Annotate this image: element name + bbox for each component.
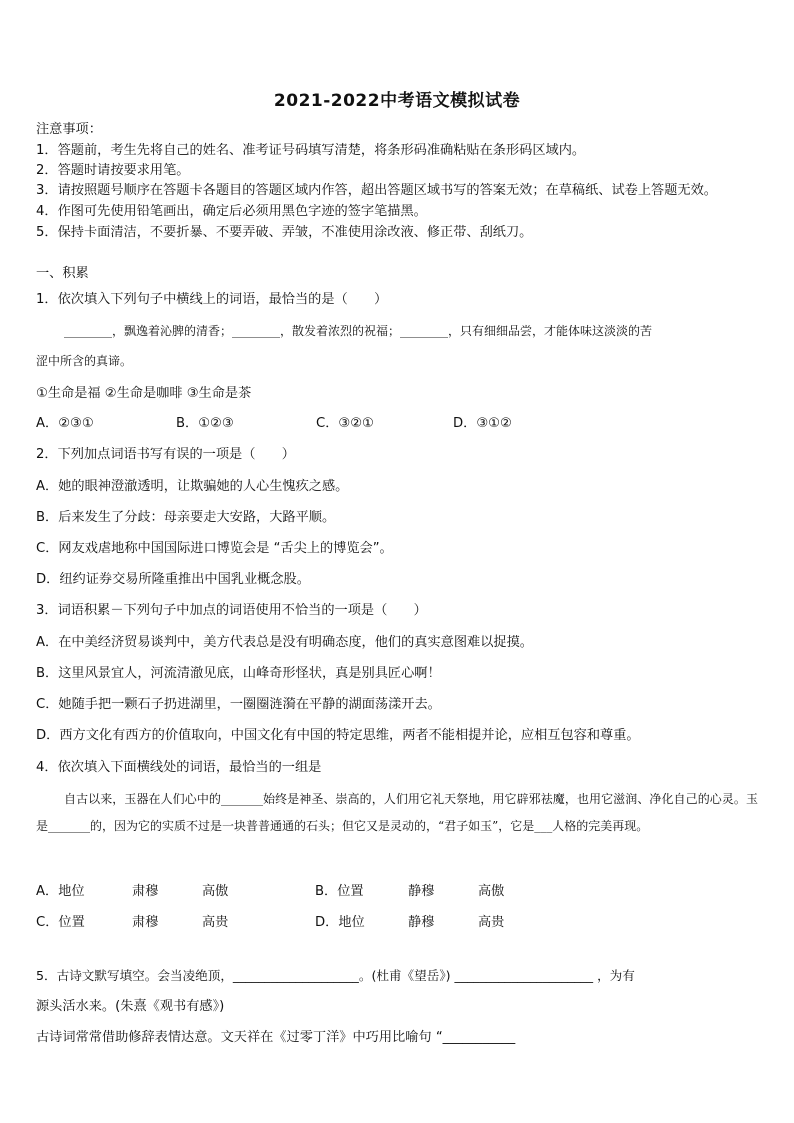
- q3-option-a: A．在中美经济贸易谈判中，美方代表总是没有明确态度，他们的真实意图难以捉摸。: [36, 635, 533, 650]
- q1-choices: ①生命是福 ②生命是咖啡 ③生命是茶: [36, 386, 252, 401]
- q4-option-a-word-1: A．地位: [36, 884, 85, 899]
- q2-option-c: C．网友戏虐地称中国国际进口博览会是 “舌尖上的博览会”。: [36, 541, 393, 556]
- q4-option-d-word-3: 高贵: [478, 915, 505, 930]
- q1-option-d: D．③①②: [453, 416, 512, 431]
- section-heading: 一、积累: [36, 266, 89, 281]
- q1-passage-line-2: 涩中所含的真谛。: [36, 354, 133, 368]
- q3-option-d: D．西方文化有西方的价值取向，中国文化有中国的特定思维，两者不能相提并论，应相互包容和尊重。: [36, 728, 640, 743]
- q4-option-d-word-2: 静穆: [408, 915, 435, 930]
- q4-option-b-word-3: 高傲: [478, 884, 505, 899]
- q2-option-d: D．纽约证券交易所隆重推出中国乳业概念股。: [36, 572, 310, 587]
- q3-option-b: B．这里风景宜人，河流清澈见底，山峰奇形怪状，真是别具匠心啊！: [36, 666, 441, 681]
- q1-passage-line-1: ________，飘逸着沁脾的清香；________，散发着浓烈的祝福；________，只有细细品尝，才能体味这淡淡的苦: [64, 324, 653, 338]
- q4-option-c-word-2: 肃穆: [132, 915, 159, 930]
- q2-option-b: B．后来发生了分歧：母亲要走大安路，大路平顺。: [36, 510, 336, 525]
- q4-stem: 4．依次填入下面横线处的词语，最恰当的一组是: [36, 760, 322, 775]
- q4-option-c-word-1: C．位置: [36, 915, 85, 930]
- notice-item-1: 1．答题前，考生先将自己的姓名、准考证号码填写清楚，将条形码准确粘贴在条形码区域内。: [36, 143, 586, 158]
- exam-title: 2021-2022中考语文模拟试卷: [273, 91, 521, 111]
- q1-stem: 1．依次填入下列句子中横线上的词语，最恰当的是（ ）: [36, 292, 388, 307]
- q2-stem: 2．下列加点词语书写有误的一项是（ ）: [36, 447, 295, 462]
- q4-option-a-word-2: 肃穆: [132, 884, 159, 899]
- q4-option-b-word-1: B．位置: [315, 884, 364, 899]
- q2-option-a: A．她的眼神澄澈透明，让欺骗她的人心生愧疚之感。: [36, 479, 349, 494]
- q1-option-b: B．①②③: [176, 416, 234, 431]
- q1-option-c: C．③②①: [316, 416, 374, 431]
- notice-item-3: 3．请按照题号顺序在答题卡各题目的答题区域内作答，超出答题区域书写的答案无效；在草稿纸、试卷上答题无效。: [36, 183, 717, 198]
- q4-option-a-word-3: 高傲: [202, 884, 229, 899]
- q3-option-c: C．她随手把一颗石子扔进湖里，一圈圈涟漪在平静的湖面荡漾开去。: [36, 697, 441, 712]
- notice-item-5: 5．保持卡面清洁，不要折暴、不要弄破、弄皱，不准使用涂改液、修正带、刮纸刀。: [36, 225, 533, 240]
- q1-option-a: A．②③①: [36, 416, 94, 431]
- notice-heading: 注意事项：: [36, 122, 102, 137]
- q5-line-3: 古诗词常常借助修辞表情达意。文天祥在《过零丁洋》中巧用比喻句 “___________: [36, 1030, 516, 1045]
- q4-option-b-word-2: 静穆: [408, 884, 435, 899]
- q5-line-2: 源头活水来。(朱熹《观书有感》): [36, 999, 225, 1014]
- notice-item-4: 4．作图可先使用铅笔画出，确定后必须用黑色字迹的签字笔描黑。: [36, 204, 427, 219]
- q3-stem: 3．词语积累－下列句子中加点的词语使用不恰当的一项是（ ）: [36, 603, 427, 618]
- q4-option-c-word-3: 高贵: [202, 915, 229, 930]
- q5-line-1: 5．古诗文默写填空。会当凌绝顶，____________________。(杜甫《望岳》) ______________________ ，为有: [36, 968, 635, 983]
- q4-option-d-word-1: D．地位: [315, 915, 365, 930]
- q4-passage: 自古以来，玉器在人们心中的_______始终是神圣、崇高的，人们用它礼天祭地，用它辟邪祛魔，也用它滋润、净化自己的心灵。玉是_______的，因为它的实质不过是一块普普通通的石头；但它又是灵动的，“君子如玉”，它是___人格的完美再现。: [36, 792, 758, 833]
- notice-item-2: 2．答题时请按要求用笔。: [36, 163, 190, 178]
